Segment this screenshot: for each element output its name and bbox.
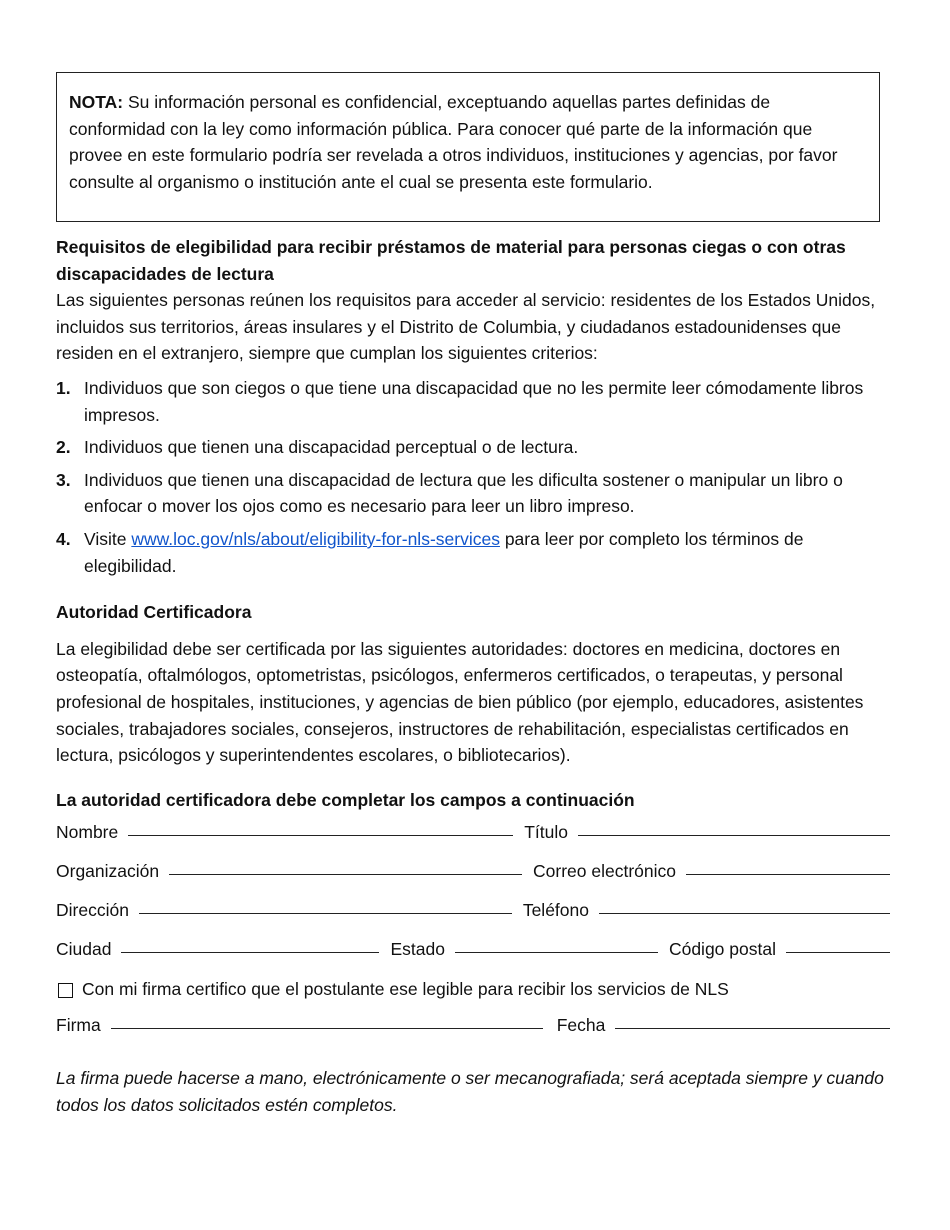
list-item (56, 375, 890, 428)
certify-checkbox-row (56, 975, 890, 1004)
item-text (84, 526, 890, 579)
estado-field[interactable] (455, 934, 658, 953)
certify-checkbox[interactable] (58, 983, 73, 998)
certifier-fields (56, 819, 890, 1041)
correo-label: Correo electrónico (533, 861, 676, 882)
organizacion-field[interactable] (169, 856, 522, 875)
field-row (56, 1012, 890, 1041)
titulo-field[interactable] (578, 817, 890, 836)
nombre-field[interactable] (128, 817, 513, 836)
signature-note: La firma puede hacerse a mano, electrónicamente o ser mecanografiada; será aceptada siempre y cuando todos los datos solicitados estén completos. (56, 1068, 884, 1115)
form-page (56, 72, 890, 1118)
organizacion-label: Organización (56, 861, 160, 882)
field-row (56, 858, 890, 887)
titulo-label: Título (524, 822, 568, 843)
authority-text: La elegibilidad debe ser certificada por las siguientes autoridades: doctores en medicina, doctores en osteopatía, oftalmólogos, optometristas, psicólogos, enfermeros certificados, o terapeutas, y personal profesional de hospitales, instituciones, y agencias de bien público (por ejemplo, educadores, asistentes sociales, trabajadores sociales, consejeros, instructores de rehabilitación, especialistas certificados en lectura, psicólogos y superintendentes escolares, o bibliotecarios). (56, 638, 864, 766)
notice-text: Su información personal es confidencial, exceptuando aquellas partes definidas de conformidad con la ley como información pública. Para conocer qué parte de la información que provee en este formulario podría ser revelada a otros individuos, instituciones y agencias, por favor consulte al organismo o institución ante el cual se presenta este formulario. (69, 92, 838, 192)
list-item (56, 467, 890, 520)
estado-label: Estado (390, 939, 445, 960)
eligibility-link[interactable]: www.loc.gov/nls/about/eligibility-for-nls-services (131, 528, 500, 549)
item-number: 4. (56, 528, 71, 549)
notice-label: NOTA: (69, 92, 124, 112)
item-text: Individuos que tienen una discapacidad de lectura que les dificulta sostener o manipular un libro o enfocar o mover los ojos como es necesario para leer un libro impreso. (84, 469, 843, 517)
ciudad-label: Ciudad (56, 939, 112, 960)
item-number: 2. (56, 437, 71, 458)
ciudad-field[interactable] (121, 934, 379, 953)
fields-title: La autoridad certificadora debe completar los campos a continuación (56, 789, 635, 810)
telefono-label: Teléfono (522, 900, 589, 921)
field-row (56, 819, 890, 848)
field-row (56, 897, 890, 926)
item-number: 1. (56, 377, 71, 398)
codigo-postal-label: Código postal (668, 939, 776, 960)
signature-field[interactable] (111, 1010, 543, 1029)
eligibility-title: Requisitos de elegibilidad para recibir préstamos de material para personas ciegas o con otras discapacidades de lectura (56, 237, 846, 284)
notice-paragraph (69, 89, 867, 195)
telefono-field[interactable] (599, 895, 890, 914)
firma-label: Firma (56, 1015, 101, 1036)
authority-title: Autoridad Certificadora (56, 602, 252, 623)
confidentiality-notice (56, 72, 880, 222)
item-text-after: para leer por completo los términos de elegibilidad. (84, 528, 804, 576)
eligibility-criteria-list (56, 375, 890, 579)
fecha-field[interactable] (615, 1010, 890, 1029)
item-number: 3. (56, 469, 71, 490)
item-text: Individuos que tienen una discapacidad perceptual o de lectura. (84, 437, 579, 458)
email-field[interactable] (686, 856, 890, 875)
item-text-before: Visite (84, 528, 132, 549)
codigo-postal-field[interactable] (786, 934, 890, 953)
nombre-label: Nombre (56, 822, 119, 843)
direccion-field[interactable] (139, 895, 512, 914)
list-item (56, 526, 890, 579)
item-text: Individuos que son ciegos o que tiene una discapacidad que no les permite leer cómodamente libros impresos. (84, 377, 864, 425)
eligibility-intro: Las siguientes personas reúnen los requisitos para acceder al servicio: residentes de los Estados Unidos, incluidos sus territorios, áreas insulares y el Distrito de Columbia, y ciudadanos estadounidenses que residen en el extranjero, siempre que cumplan los siguientes criterios: (56, 290, 876, 364)
field-row (56, 936, 890, 965)
direccion-label: Dirección (56, 900, 129, 921)
list-item (56, 434, 890, 461)
fecha-label: Fecha (556, 1015, 606, 1036)
certify-checkbox-label: Con mi firma certifico que el postulante ese legible para recibir los servicios de NLS (82, 979, 729, 1000)
